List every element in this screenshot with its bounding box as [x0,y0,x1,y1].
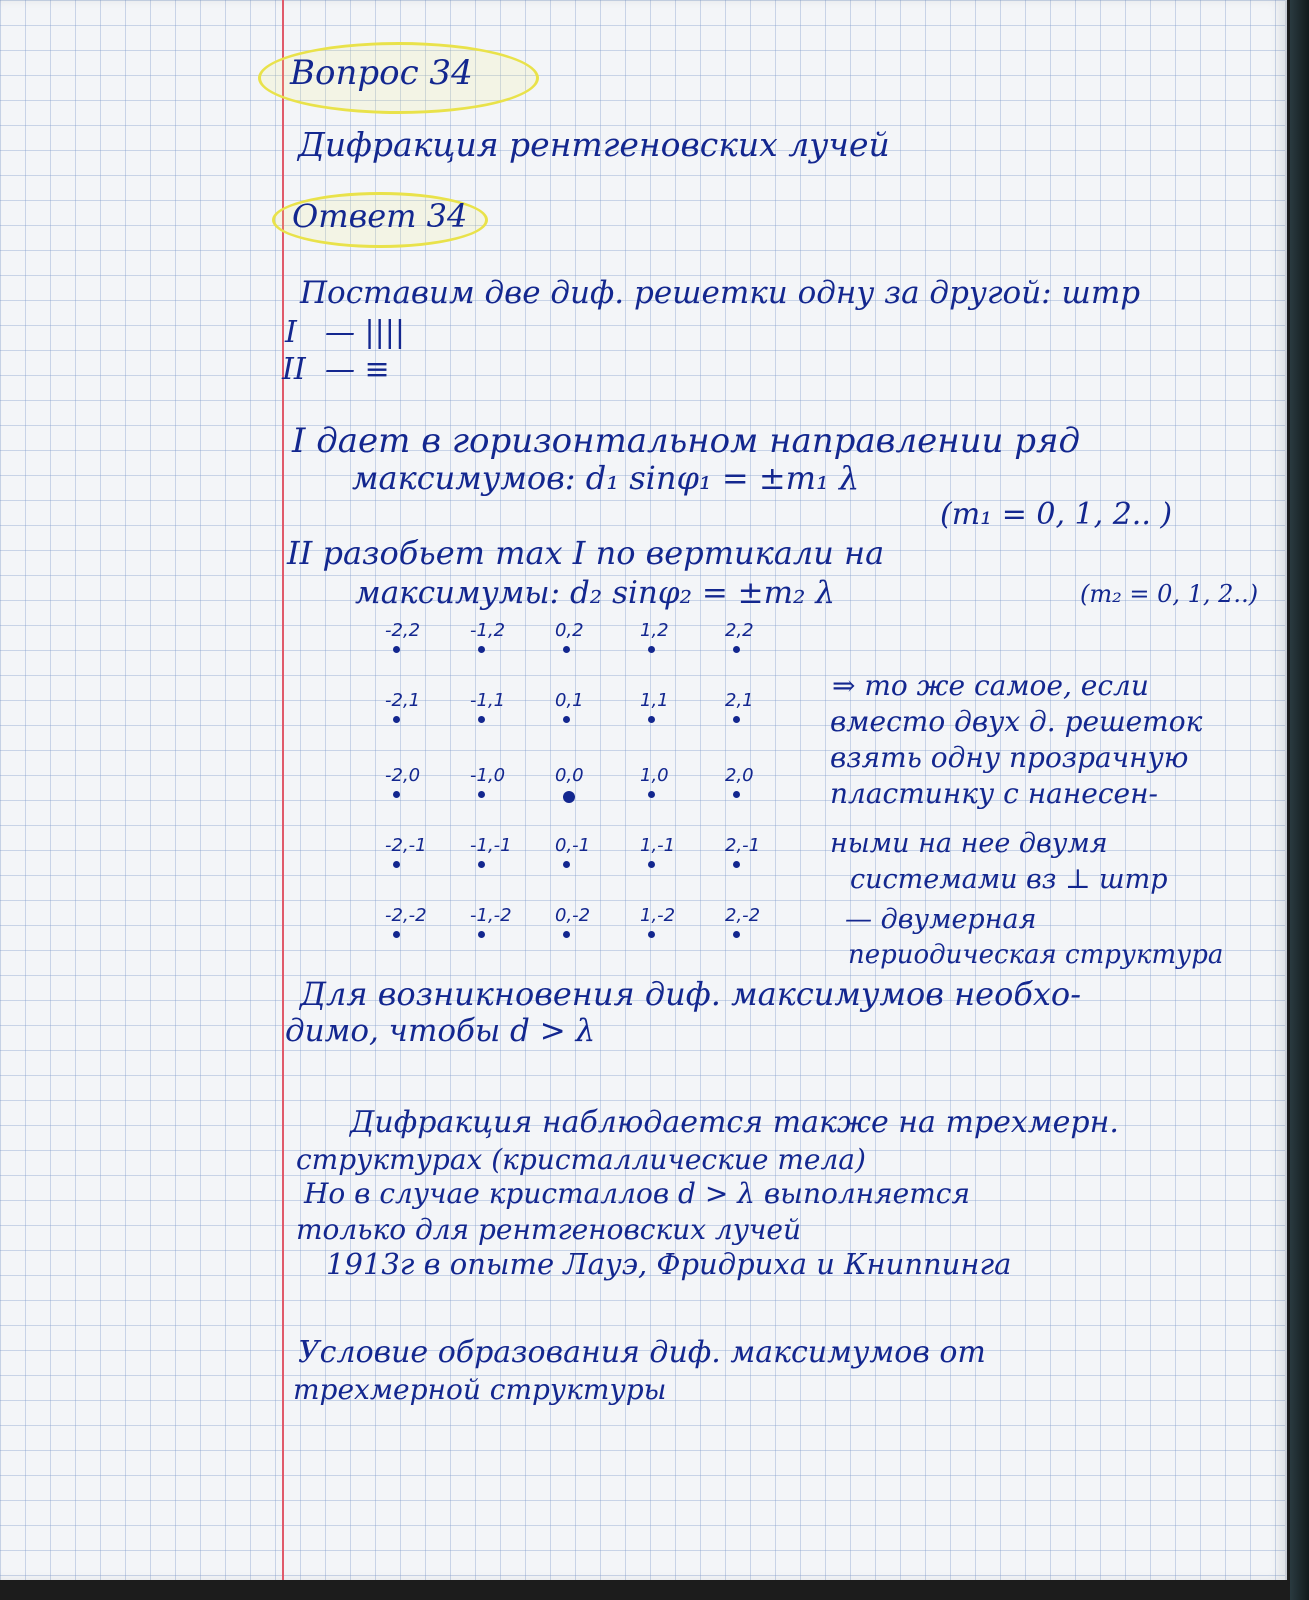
maximum-label: 2,0 [725,765,754,786]
maximum-label: -1,-2 [470,905,512,926]
body-line: II разобьет max I по вертикали на [287,534,885,572]
maximum-label: -1,-1 [470,835,512,856]
maximum-label: 2,-1 [725,835,761,856]
side-note-line: вместо двух д. решеток [830,705,1203,738]
maximum-dot [733,646,740,653]
maximum-label: 1,2 [640,620,669,641]
maximum-dot [393,716,400,723]
maximum-dot [478,861,485,868]
formula-1-range: (m₁ = 0, 1, 2.. ) [940,497,1173,532]
grating-2-label: II [282,352,306,387]
grating-2-mark: — ≡ [325,352,390,387]
text-line: трехмерной структуры [293,1373,667,1406]
maximum-label: 0,2 [555,620,584,641]
formula-2-range: (m₂ = 0, 1, 2..) [1080,580,1259,608]
maximum-dot [648,716,655,723]
text-line: Но в случае кристаллов d > λ выполняется [304,1177,970,1210]
side-note-line: системами вз ⊥ штр [850,864,1168,895]
body-line: I дает в горизонтальном направлении ряд [292,421,1081,461]
grating-1-label: I [285,315,297,350]
text-line: структурах (кристаллические тела) [296,1143,866,1176]
maximum-dot [733,716,740,723]
maximum-label: -1,2 [470,620,506,641]
text-line: Для возникновения диф. максимумов необхо- [300,975,1081,1013]
topic-title: Дифракция рентгеновских лучей [298,125,890,164]
maximum-label: 1,0 [640,765,669,786]
side-note-line: — двумерная [845,904,1037,935]
maximum-dot [478,791,485,798]
maximum-dot [478,716,485,723]
maximum-dot [393,931,400,938]
maximum-dot [563,931,570,938]
margin-line [282,0,284,1580]
maximum-label: 1,-2 [640,905,676,926]
answer-heading: Ответ 34 [292,197,468,235]
text-line: Условие образования диф. максимумов от [298,1335,986,1370]
maximum-dot [733,931,740,938]
maximum-label: -1,0 [470,765,506,786]
maximum-dot [393,861,400,868]
maximum-label: 0,-2 [555,905,591,926]
page-edge-shadow [1290,0,1309,1600]
maximum-label: 2,-2 [725,905,761,926]
maximum-dot [733,861,740,868]
side-note-line: периодическая структура [848,940,1224,970]
maximum-dot [563,646,570,653]
side-note-line: взять одну прозрачную [830,741,1189,774]
text-line: димо, чтобы d > λ [285,1013,596,1049]
side-note-line: ⇒ то же самое, если [832,669,1149,702]
text-line: 1913г в опыте Лауэ, Фридриха и Книппинга [326,1247,1012,1281]
maximum-dot [478,646,485,653]
grating-1-mark: — |||| [325,315,405,350]
maximum-dot [563,716,570,723]
maximum-label: -2,0 [385,765,421,786]
text-line: Дифракция наблюдается также на трехмерн. [350,1105,1119,1140]
maximum-label: 2,2 [725,620,754,641]
maximum-dot [648,646,655,653]
maximum-dot [648,931,655,938]
maximum-dot [393,646,400,653]
side-note-line: ными на нее двумя [830,828,1108,859]
maximum-label: -2,1 [385,690,421,711]
maximum-label: -1,1 [470,690,506,711]
body-line: Поставим две диф. решетки одну за другой: штр [300,275,1141,311]
side-note-line: пластинку с нанесен- [830,777,1159,810]
maximum-label: -2,2 [385,620,421,641]
maximum-label: -2,-1 [385,835,427,856]
maximum-dot [648,861,655,868]
maximum-label: -2,-2 [385,905,427,926]
formula-2: максимумы: d₂ sinφ₂ = ±m₂ λ [355,575,835,611]
maximum-dot [478,931,485,938]
maximum-dot [733,791,740,798]
maximum-label: 2,1 [725,690,754,711]
text-line: только для рентгеновских лучей [296,1213,801,1246]
maximum-label: 1,-1 [640,835,676,856]
question-heading: Вопрос 34 [290,53,473,93]
maximum-dot [648,791,655,798]
maximum-dot [563,861,570,868]
maximum-dot [393,791,400,798]
maximum-label: 1,1 [640,690,669,711]
maximum-label: 0,0 [555,765,584,786]
maximum-label: 0,-1 [555,835,591,856]
central-maximum-dot [563,791,575,803]
maximum-label: 0,1 [555,690,584,711]
formula-1: максимумов: d₁ sinφ₁ = ±m₁ λ [352,459,860,497]
